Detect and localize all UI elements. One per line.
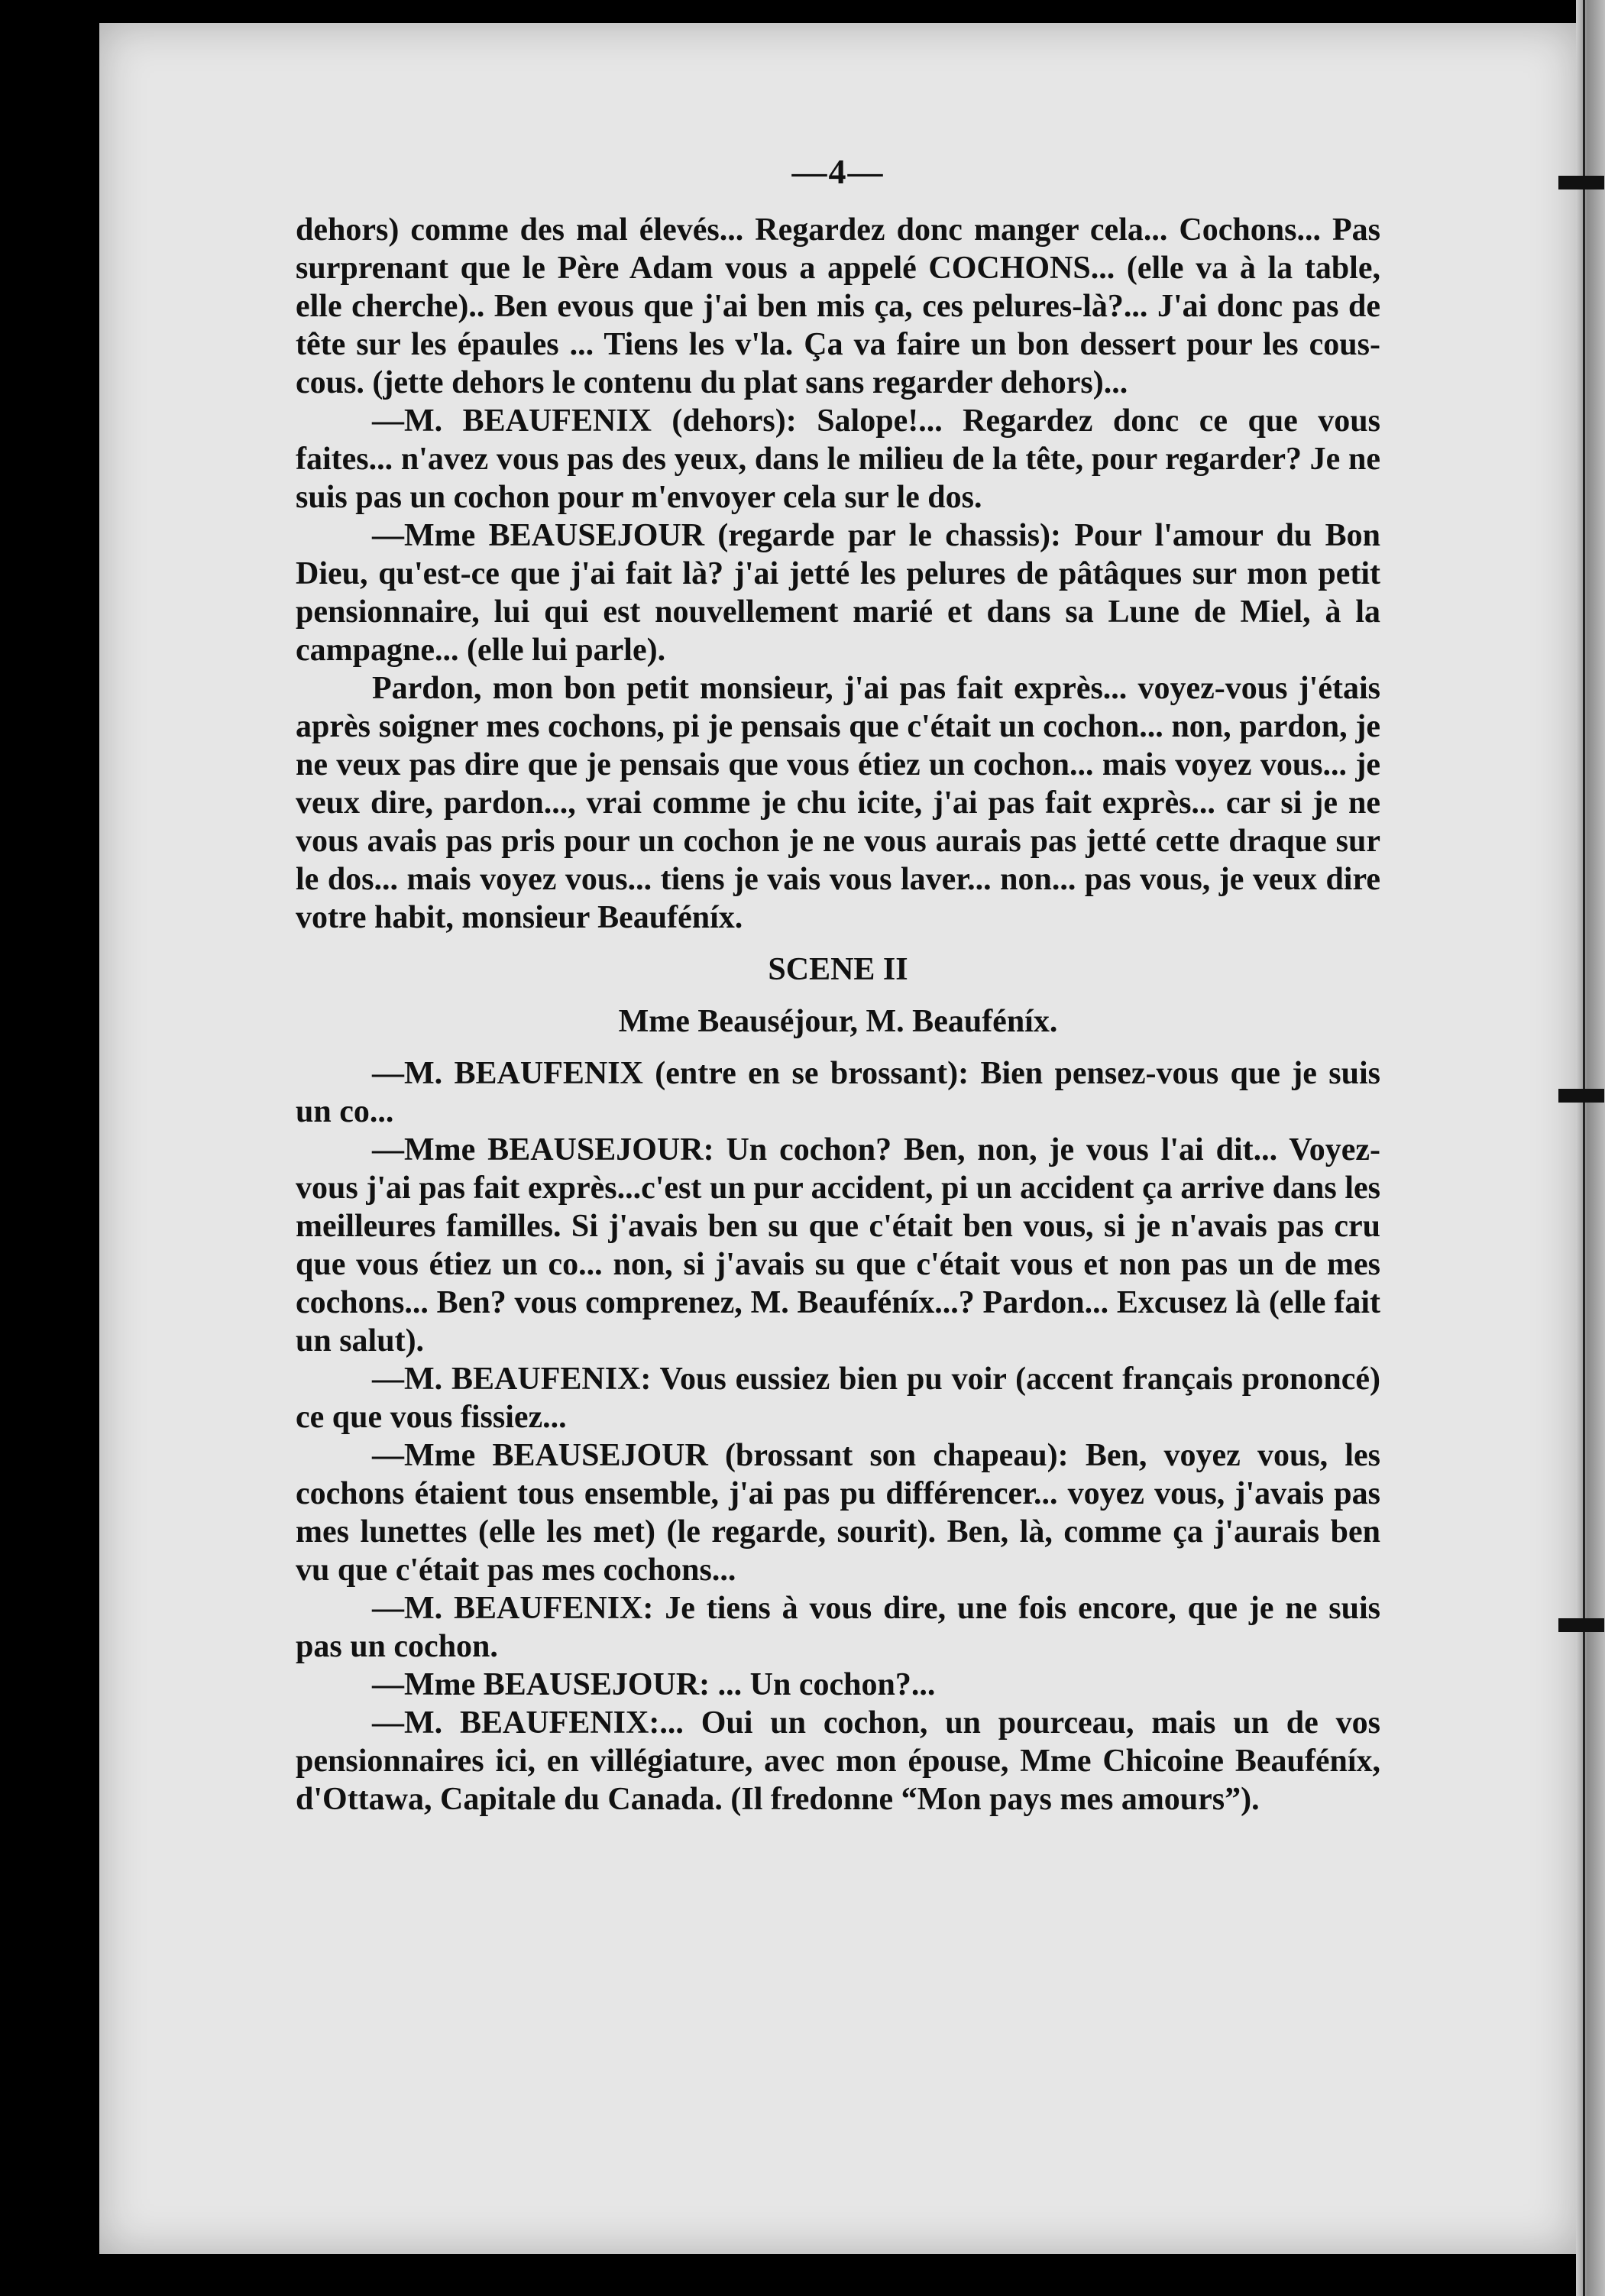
paragraph: —Mme BEAUSEJOUR (regarde par le chassis): Pour l'amour du Bon Dieu, qu'est-ce que j'ai fait là? j'ai jetté les pelures de pâtâques sur mon petit pensionnaire, lui qui est nouvellement marié et dans sa Lune de Miel, à la campagne... (elle lui parle). xyxy=(296,518,1380,668)
page-text xyxy=(296,153,1380,1818)
dialogue-line: —Mme BEAUSEJOUR: ... Un cochon?... xyxy=(372,1667,936,1702)
paragraph: —M. BEAUFENIX (dehors): Salope!... Regardez donc ce que vous faites... n'avez vous pas des yeux, dans le milieu de la tête, pour regarder? Je ne suis pas un cochon pour m'envoyer cela sur le dos. xyxy=(296,403,1380,515)
dialogue-line: —Mme BEAUSEJOUR: Un cochon? Ben, non, je vous l'ai dit... Voyez-vous j'ai pas fait exprès...c'est un pur accident, pi un accident ça arrive dans les meilleures familles. Si j'avais ben su que c'était ben vous, si je n'avais pas cru que vous étiez un co... non, si j'avais su que c'était vous et non pas un de mes cochons... Ben? vous comprenez, M. Beauféníx...? Pardon... Excusez là (elle fait un salut). xyxy=(296,1132,1380,1358)
binding-mark xyxy=(1558,1089,1604,1103)
page-number: —4— xyxy=(791,152,885,191)
scene-title: SCENE II xyxy=(768,952,908,987)
binding-mark xyxy=(1558,1618,1604,1632)
dialogue-line: —Mme BEAUSEJOUR (brossant son chapeau): Ben, voyez vous, les cochons étaient tous ensemble, j'ai pas pu différencer... voyez vous, j'avais pas mes lunettes (elle les met) (le regarde, sourit). Ben, là, comme ça j'aurais ben vu que c'était pas mes cochons... xyxy=(296,1438,1380,1588)
binding-mark xyxy=(1558,176,1604,189)
page-fold xyxy=(1576,0,1605,2296)
fold-line xyxy=(1583,0,1585,2296)
dialogue-line: —M. BEAUFENIX (entre en se brossant): Bien pensez-vous que je suis un co... xyxy=(296,1056,1380,1129)
dialogue-line: —M. BEAUFENIX: Je tiens à vous dire, une fois encore, que je ne suis pas un cochon. xyxy=(296,1591,1380,1664)
dialogue-line: —M. BEAUFENIX: Vous eussiez bien pu voir (accent français prononcé) ce que vous fissiez... xyxy=(296,1362,1380,1435)
scene-characters: Mme Beauséjour, M. Beauféníx. xyxy=(618,1004,1058,1039)
paragraph: dehors) comme des mal élevés... Regardez donc manger cela... Cochons... Pas surprenant que le Père Adam vous a appelé COCHONS... (elle va à la table, elle cherche).. Ben evous que j'ai ben mis ça, ces pelures-là?... J'ai donc pas de tête sur les épaules ... Tiens les v'la. Ça va faire un bon dessert pour les cous-cous. (jette dehors le contenu du plat sans regarder dehors)... xyxy=(296,212,1380,400)
dialogue-line: —M. BEAUFENIX:... Oui un cochon, un pourceau, mais un de vos pensionnaires ici, en villégiature, avec mon épouse, Mme Chicoine Beauféníx, d'Ottawa, Capitale du Canada. (Il fredonne “Mon pays mes amours”). xyxy=(296,1705,1380,1817)
paragraph: Pardon, mon bon petit monsieur, j'ai pas fait exprès... voyez-vous j'étais après soigner mes cochons, pi je pensais que c'était un cochon... non, pardon, je ne veux pas dire que je pensais que vous étiez un cochon... mais voyez vous... je veux dire, pardon..., vrai comme je chu icite, j'ai pas fait exprès... car si je ne vous avais pas pris pour un cochon je ne vous aurais pas jetté cette draque sur le dos... mais voyez vous... tiens je vais vous laver... non... pas vous, je veux dire votre habit, monsieur Beauféníx. xyxy=(296,671,1380,935)
